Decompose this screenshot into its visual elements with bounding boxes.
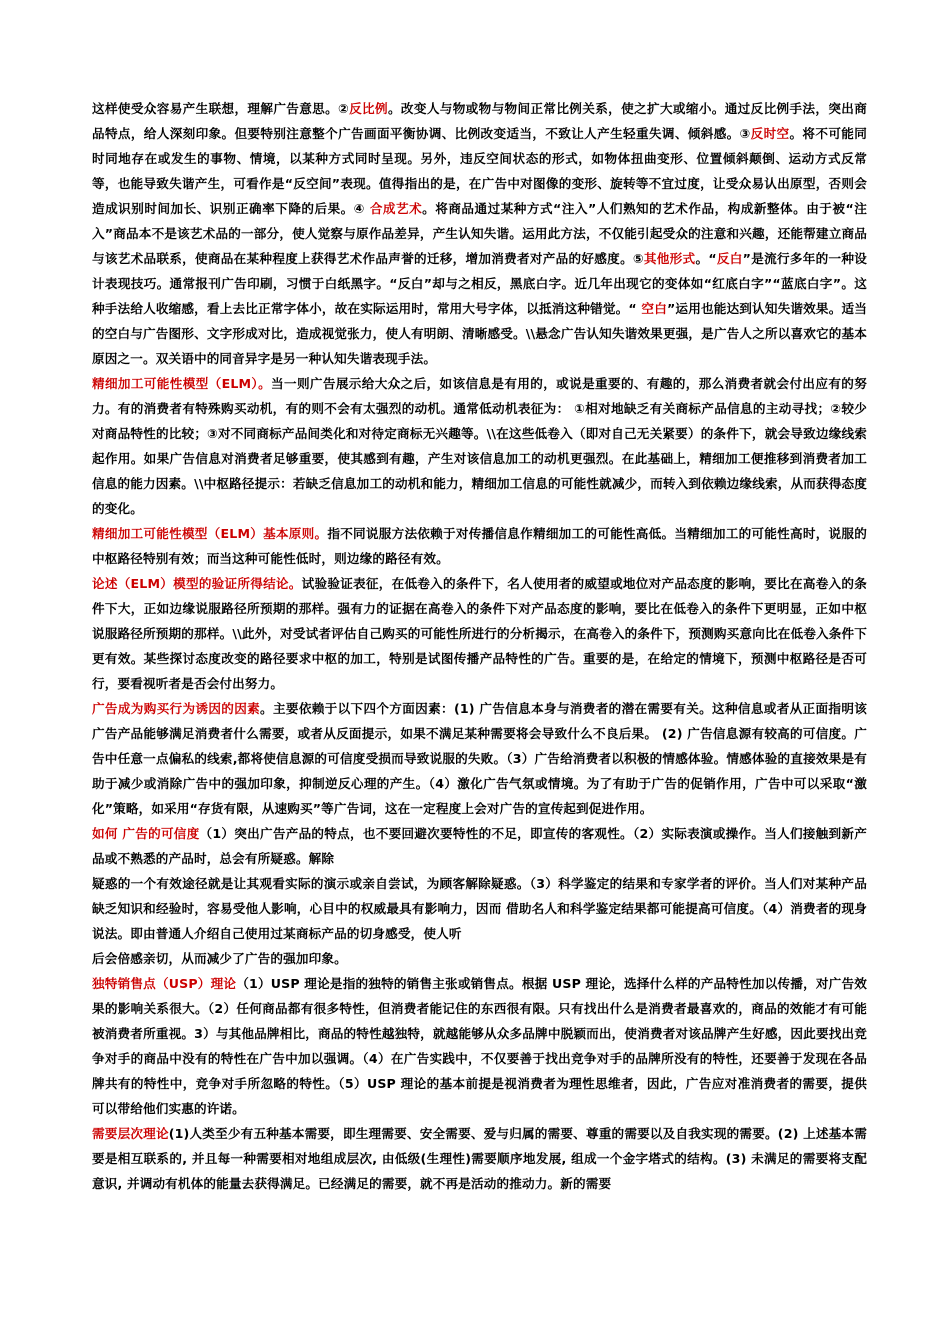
- paragraph-text: ”运用也能达到认知失谐效果。适当的空白与广告图形、文字形成对比，造成视觉张力，使人有明朗、清晰感受。\\悬念广告认知失谐效果更强，是广告人之所以喜欢它的基本原因之一。双关语中的同音异字是另一种认知失谐表现手法。: [92, 301, 867, 366]
- paragraph-text: 当一则广告展示给大众之后，如该信息是有用的，或说是重要的、有趣的，那么消费者就会付出应有的努力。有的消费者有特殊购买动机，有的则不会有太强烈的动机。通常低动机表征为： ①相对地缺乏有关商标产品信息的主动寻找；②较少对商品特性的比较；③对不同商标产品间类化和对待定商标无兴趣等。\\在这些低卷入（即对自己无关紧要）的条件下，就会导致边缘线索起作用。如果广告信息对消费者足够重要，使其感到有趣，产生对该信息加工的动机更强烈。在此基础上，精细加工便推移到消费者加工信息的能力因素。\\中枢路径提示：若缺乏信息加工的动机和能力，精细加工信息的可能性就减少，而转入到依赖边缘线索，从而获得态度的变化。: [92, 376, 867, 516]
- paragraph-text: (1)人类至少有五种基本需要，即生理需要、安全需要、爱与归属的需要、尊重的需要以及自我实现的需要。(2) 上述基本需要是相互联系的, 并且每一种需要相对地组成层次, 由低级(生理性)需要顺序地发展, 组成一个金字塔式的结构。(3) 未满足的需要将支配意识, 并调动有机体的能量去获得满足。已经满足的需要，就不再是活动的推动力。新的需要: [92, 1126, 867, 1191]
- highlighted-term: 其他形式: [643, 251, 696, 266]
- paragraph-p1: [92, 96, 867, 371]
- highlighted-term: 需要层次理论: [92, 1126, 169, 1141]
- highlighted-term: 反时空: [750, 126, 790, 141]
- paragraph-text: 后会倍感亲切，从而减少了广告的强加印象。: [92, 951, 347, 966]
- paragraph-p8: [92, 1121, 867, 1196]
- highlighted-term: 如何 广告的可信度: [92, 826, 200, 841]
- document-body: [92, 96, 867, 1196]
- paragraph-text: ”是流行多年的一种设计表现技巧。通常报刊广告印刷，习惯于白纸黑字。“反白”却与之相反，黑底白字。近几年出现它的变体如“红底白字”“蓝底白字”。这种手法给人收缩感，看上去比正常字体小，故在实际运用时，常用大号字体，以抵消这种错觉。“: [92, 251, 868, 316]
- paragraph-p4: [92, 571, 867, 696]
- highlighted-term: 精细加工可能性模型（ELM）基本原则。: [92, 526, 328, 541]
- paragraph-text: （1）USP 理论是指的独特的销售主张或销售点。根据 USP 理论，选择什么样的产品特性加以传播，对广告效果的影响关系很大。（2）任何商品都有很多特性，但消费者能记住的东西很有限。只有找出什么是消费者最喜欢的，商品的效能才有可能被消费者所重视。3）与其他品牌相比，商品的特性越独特，就越能够从众多品牌中脱颖而出，使消费者对该品牌产生好感，因此要找出竞争对手的商品中没有的特性在广告中加以强调。（4）在广告实践中，不仅要善于找出竞争对手的品牌所没有的特性，还要善于发现在各品牌共有的特性中，竞争对手所忽略的特性。（5）USP 理论的基本前提是视消费者为理性思维者，因此，广告应对准消费者的需要，提供可以带给他们实惠的许诺。: [92, 976, 867, 1116]
- paragraph-p3: [92, 521, 867, 571]
- paragraph-p6: [92, 821, 867, 971]
- highlighted-term: 独特销售点（USP）理论: [92, 976, 237, 991]
- paragraph-text: 。主要依赖于以下四个方面因素：(1) 广告信息本身与消费者的潜在需要有关。这种信息或者从正面指明该广告产品能够满足消费者什么需要，或者从反面提示，如果不满足某种需要将会导致什么不良后果。 (2) 广告信息源有较高的可信度。广告中任意一点偏私的线索,都将使信息源的可信度受损而导致说服的失败。（3）广告给消费者以积极的情感体验。情感体验的直接效果是有助于减少或消除广告中的强加印象，抑制逆反心理的产生。（4）激化广告气氛或情境。为了有助于广告的促销作用，广告中可以采取“激化”策略，如采用“存货有限，从速购买”等广告词，这在一定程度上会对广告的宣传起到促进作用。: [92, 701, 867, 816]
- paragraph-text: 。“: [695, 251, 717, 266]
- paragraph-text: 指不同说服方法依赖于对传播信息作精细加工的可能性高低。当精细加工的可能性高时，说服的中枢路径特别有效；而当这种可能性低时，则边缘的路径有效。: [92, 526, 867, 566]
- highlighted-term: 空白: [641, 301, 667, 316]
- paragraph-text: 疑惑的一个有效途径就是让其观看实际的演示或亲自尝试，为顾客解除疑惑。（3）科学鉴定的结果和专家学者的评价。当人们对某种产品缺乏知识和经验时，容易受他人影响，心目中的权威最具有影响力，因而 借助名人和科学鉴定结果都可能提高可信度。（4）消费者的现身说法。即由普通人介绍自己使用过某商标产品的切身感受，使人听: [92, 876, 867, 941]
- highlighted-term: 反比例: [349, 101, 388, 116]
- paragraph-text: 。改变人与物或物与物间正常比例关系，使之扩大或缩小。通过反比例手法，突出商品特点，给人深刻印象。但要特别注意整个广告画面平衡协调、比例改变适当，不致让人产生轻重失调、倾斜感。③: [92, 101, 867, 141]
- paragraph-text: 这样使受众容易产生联想，理解广告意思。②: [92, 101, 350, 116]
- highlighted-term: 广告成为购买行为诱因的因素: [92, 701, 261, 716]
- paragraph-p2: [92, 371, 867, 521]
- highlighted-term: 精细加工可能性模型（ELM）。: [92, 376, 272, 391]
- highlighted-term: 合成艺术: [369, 201, 423, 216]
- paragraph-text: 试验验证表征，在低卷入的条件下，名人使用者的威望或地位对产品态度的影响，要比在高卷入的条件下大，正如边缘说服路径所预期的那样。强有力的证据在高卷入的条件下对产品态度的影响，要比在低卷入的条件下更明显，正如中枢说服路径所预期的那样。\\此外，对受试者评估自己购买的可能性所进行的分析揭示，在高卷入的条件下，预测购买意向比在低卷入条件下更有效。某些探讨态度改变的路径要求中枢的加工，特别是试图传播产品特性的广告。重要的是，在给定的情境下，预测中枢路径是否可行，要看视听者是否会付出努力。: [92, 576, 867, 691]
- highlighted-term: 反白: [716, 251, 743, 266]
- paragraph-text: 。将商品通过某种方式“注入”人们熟知的艺术作品，构成新整体。由于被“注入”商品本不是该艺术品的一部分，使人觉察与原作品差异，产生认知失谐。运用此方法，不仅能引起受众的注意和兴趣，还能帮建立商品与该艺术品联系，使商品在某种程度上获得艺术作品声誉的迁移，增加消费者对产品的好感度。⑤: [92, 201, 867, 266]
- paragraph-p5: [92, 696, 867, 821]
- paragraph-p7: [92, 971, 867, 1121]
- paragraph-text: （1）突出广告产品的特点，也不要回避次要特性的不足，即宣传的客观性。（2）实际表演或操作。当人们接触到新产品或不熟悉的产品时，总会有所疑惑。解除: [92, 826, 867, 866]
- paragraph-text: 。将不可能同时同地存在或发生的事物、情境，以某种方式同时呈现。另外，违反空间状态的形式，如物体扭曲变形、位置倾斜颠倒、运动方式反常等，也能导致失谐产生，可看作是“反空间”表现。值得指出的是，在广告中对图像的变形、旋转等不宜过度，让受众易认出原型，否则会造成识别时间加长、识别正确率下降的后果。④: [92, 126, 867, 216]
- highlighted-term: 论述（ELM）模型的验证所得结论。: [92, 576, 302, 591]
